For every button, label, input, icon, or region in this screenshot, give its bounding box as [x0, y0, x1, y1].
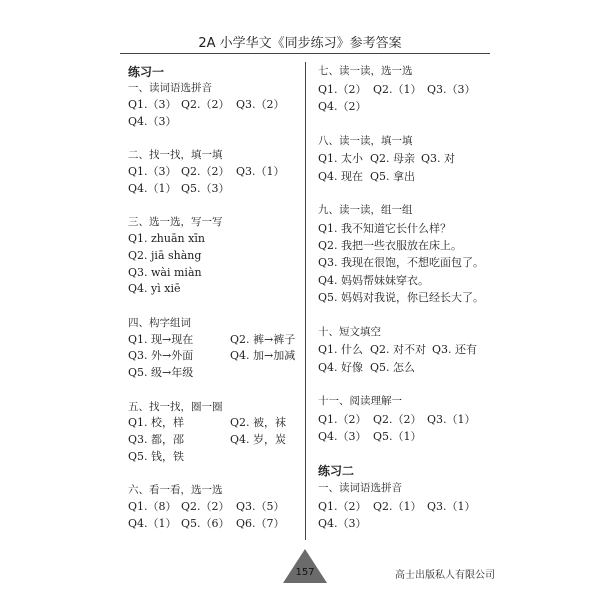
- answer: Q2.（1）: [373, 499, 422, 513]
- answer-row: [128, 248, 300, 265]
- answer: Q3.（1）: [427, 499, 476, 513]
- answer: Q1. 我不知道它长什么样？: [318, 221, 452, 235]
- answer-row: [128, 365, 300, 382]
- answer: Q1.（3）: [128, 165, 177, 179]
- answer: Q6.（7）: [236, 516, 285, 530]
- answer: Q5. 拿出: [370, 169, 416, 183]
- answer: Q1.（2）: [318, 499, 367, 513]
- answer-row: [318, 168, 518, 185]
- answer: Q2. jiā shàng: [128, 248, 202, 262]
- answer-row: [318, 498, 518, 515]
- answer: Q2. 对不对: [370, 343, 427, 357]
- answer: Q3. 都，邵: [128, 433, 185, 447]
- answer-row: [318, 81, 518, 98]
- answer: Q3.（5）: [236, 500, 285, 514]
- answer: Q4. yì xiē: [128, 282, 181, 296]
- answer: Q2. 被，袜: [230, 416, 287, 430]
- section-heading: 一、读词语选拼音: [318, 482, 402, 495]
- answer-section: [128, 147, 300, 197]
- answer-row: [128, 181, 300, 198]
- answer: Q5. 级→年级: [128, 366, 194, 380]
- answer-row: [318, 411, 518, 428]
- answer: Q1.（2）: [318, 412, 367, 426]
- page-number: 157: [295, 567, 315, 578]
- answer: Q4.（3）: [128, 114, 177, 128]
- answer: Q1.（8）: [128, 500, 177, 514]
- answer: Q5. 钱，铁: [128, 449, 185, 463]
- answer-row: [128, 231, 300, 248]
- section-heading: 八、读一读，填一填: [318, 134, 413, 147]
- answer: Q2.（2）: [373, 412, 422, 426]
- answer-row: [128, 114, 300, 131]
- answer-row: [128, 415, 300, 432]
- answer: Q4.（3）: [318, 430, 367, 444]
- answer: Q5. 妈妈对我说，你已经长大了。: [318, 291, 485, 305]
- answer: Q5.（6）: [181, 516, 230, 530]
- answer-section: [128, 214, 300, 298]
- publisher-name: 高士出版私人有限公司: [395, 570, 495, 581]
- header-rule: [120, 53, 490, 54]
- section-heading: 四、构字组词: [128, 316, 191, 329]
- answer-section: [128, 315, 300, 382]
- answer: Q4.（1）: [128, 516, 177, 530]
- left-column: [128, 64, 300, 533]
- answer-row: [318, 272, 518, 289]
- answer-row: [128, 281, 300, 298]
- answer: Q2.（2）: [181, 98, 230, 112]
- answer: Q4.（3）: [318, 517, 367, 531]
- section-heading: 六、看一看，选一选: [128, 484, 223, 497]
- section-heading: 二、找一找，填一填: [128, 149, 223, 162]
- page-title: 2A 小学华文《同步练习》参考答案: [198, 36, 402, 51]
- answer-section: [128, 399, 300, 466]
- answer-section: [318, 133, 518, 185]
- answer: Q4.（1）: [128, 181, 177, 195]
- column-divider: [305, 62, 306, 540]
- answer-row: [318, 359, 518, 376]
- answer: Q4. 妈妈帮妹妹穿衣。: [318, 273, 430, 287]
- answer: Q3. 还有: [432, 343, 478, 357]
- answer: Q3. 我现在很饱，不想吃面包了。: [318, 256, 485, 270]
- exercise-title: 练习一: [128, 64, 165, 79]
- answer: Q1.（2）: [318, 82, 367, 96]
- answer: Q1.（3）: [128, 98, 177, 112]
- answer-row: [128, 432, 300, 449]
- answer-row: [318, 515, 518, 532]
- answer: Q1. zhuān xīn: [128, 232, 205, 246]
- page-number-triangle: [280, 546, 330, 586]
- answer-row: [128, 516, 300, 533]
- answer: Q4. 加→加减: [230, 349, 296, 363]
- answer: Q3.（1）: [427, 412, 476, 426]
- answer: Q2. 母亲: [370, 152, 416, 166]
- answer: Q3. wài miàn: [128, 265, 202, 279]
- answer: Q1. 校，样: [128, 416, 185, 430]
- answer-section: [318, 63, 518, 115]
- answer: Q4.（2）: [318, 100, 367, 114]
- answer: Q3. 外→外面: [128, 349, 194, 363]
- answer-row: [128, 97, 300, 114]
- answer-section: [128, 80, 300, 130]
- answer-row: [128, 265, 300, 282]
- section-heading: 十、短文填空: [318, 325, 381, 338]
- answer: Q3.（1）: [236, 165, 285, 179]
- answer: Q1. 什么: [318, 343, 364, 357]
- answer: Q4. 现在: [318, 169, 364, 183]
- exercise-title: 练习二: [318, 463, 355, 478]
- answer: Q3.（2）: [236, 98, 285, 112]
- answer-row: [128, 449, 300, 466]
- answer-row: [318, 98, 518, 115]
- right-column: [318, 63, 518, 532]
- answer-row: [318, 289, 518, 306]
- answer-row: [318, 237, 518, 254]
- answer: Q3.（3）: [427, 82, 476, 96]
- answer-row: [318, 150, 518, 167]
- section-heading: 十一、阅读理解一: [318, 395, 402, 408]
- answer: Q2.（2）: [181, 165, 230, 179]
- answer: Q2. 裤→裤子: [230, 332, 296, 346]
- answer: Q5. 怎么: [370, 360, 416, 374]
- answer: Q1. 现→现在: [128, 332, 194, 346]
- section-heading: 五、找一找，圈一圈: [128, 400, 223, 413]
- answer-row: [318, 341, 518, 358]
- answer-section: [318, 393, 518, 445]
- answer: Q5.（3）: [181, 181, 230, 195]
- answer-row: [318, 254, 518, 271]
- answer: Q3. 对: [421, 152, 456, 166]
- answer: Q2.（1）: [373, 82, 422, 96]
- answer: Q5.（1）: [373, 430, 422, 444]
- answer-row: [128, 499, 300, 516]
- section-heading: 一、读词语选拼音: [128, 82, 212, 95]
- answer: Q1. 太小: [318, 152, 364, 166]
- answer-row: [128, 164, 300, 181]
- section-heading: 九、读一读，组一组: [318, 204, 413, 217]
- answer: Q2. 我把一些衣服放在床上。: [318, 239, 463, 253]
- answer-row: [128, 348, 300, 365]
- answer-row: [318, 220, 518, 237]
- answer: Q4. 岁，炭: [230, 433, 287, 447]
- answer-row: [318, 428, 518, 445]
- section-heading: 三、选一选，写一写: [128, 216, 223, 229]
- answer: Q2.（2）: [181, 500, 230, 514]
- answer-section: [318, 324, 518, 376]
- answer-section: [128, 482, 300, 532]
- answer: Q4. 好像: [318, 360, 364, 374]
- section-heading: 七、读一读，选一选: [318, 65, 413, 78]
- answer-section: [318, 463, 518, 533]
- answer-section: [318, 202, 518, 306]
- answer-row: [128, 332, 300, 349]
